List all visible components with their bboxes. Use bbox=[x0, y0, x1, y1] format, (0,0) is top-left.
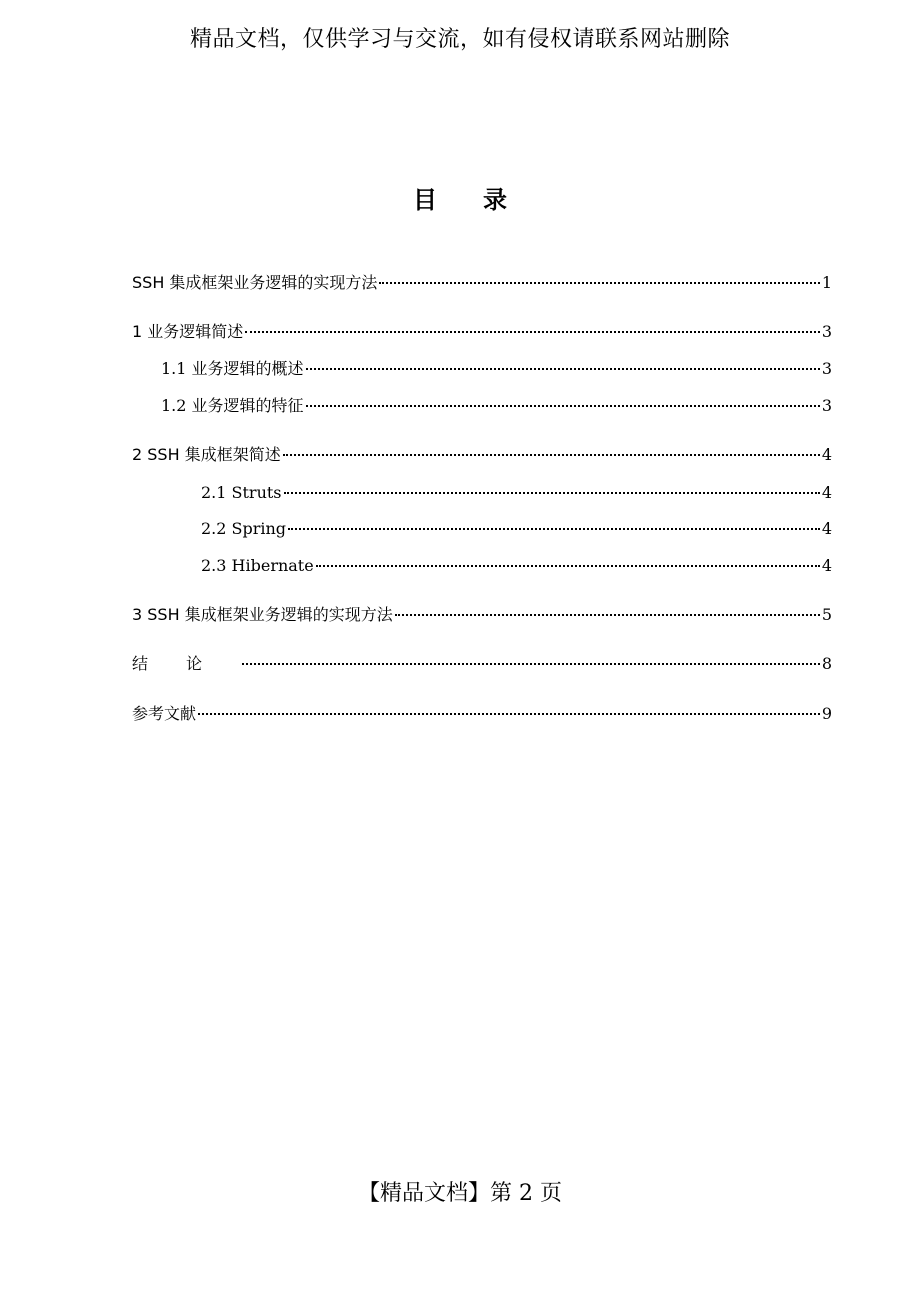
toc-entry-page: 4 bbox=[821, 519, 832, 538]
toc-entry-label: 1.2 业务逻辑的特征 bbox=[161, 396, 304, 415]
toc-entry-page: 5 bbox=[821, 605, 832, 624]
toc-entry-label: SSH 集成框架业务逻辑的实现方法 bbox=[132, 273, 378, 292]
dot-leader bbox=[306, 354, 820, 374]
toc-entry-section-1-2[interactable] bbox=[161, 391, 832, 416]
toc-entry-label: 3 SSH 集成框架业务逻辑的实现方法 bbox=[132, 605, 393, 624]
toc-entry-label: 2 SSH 集成框架简述 bbox=[132, 445, 281, 464]
toc-entry-ssh-implementation[interactable] bbox=[132, 268, 832, 293]
toc-entry-label: 2.3 Hibernate bbox=[201, 556, 314, 575]
toc-entry-page: 3 bbox=[821, 359, 832, 378]
toc-entry-page: 9 bbox=[821, 704, 832, 723]
dot-leader bbox=[288, 514, 820, 534]
toc-entry-page: 1 bbox=[821, 273, 832, 292]
toc-entry-label: 1.1 业务逻辑的概述 bbox=[161, 359, 304, 378]
toc-entry-label: 2.1 Struts bbox=[201, 483, 282, 502]
toc-entry-chapter-1[interactable] bbox=[132, 317, 832, 342]
dot-leader bbox=[395, 600, 820, 620]
toc-entry-chapter-3[interactable] bbox=[132, 600, 832, 625]
toc-entry-section-2-1[interactable] bbox=[201, 478, 832, 503]
toc-title: 目录 bbox=[413, 185, 553, 214]
dot-leader bbox=[242, 649, 820, 669]
toc-entry-label: 2.2 Spring bbox=[201, 519, 287, 538]
toc-entry-page: 8 bbox=[821, 654, 832, 673]
dot-leader bbox=[283, 440, 820, 460]
toc-entry-label: 参考文献 bbox=[132, 704, 197, 723]
dot-leader bbox=[198, 699, 820, 719]
toc-entry-chapter-2[interactable] bbox=[132, 440, 832, 465]
toc-entry-label: 1 业务逻辑简述 bbox=[132, 322, 244, 341]
header-notice: 精品文档，仅供学习与交流，如有侵权请联系网站删除 bbox=[189, 27, 730, 52]
toc-entry-references[interactable] bbox=[132, 699, 832, 724]
toc-entry-page: 4 bbox=[821, 445, 832, 464]
page-footer: 【精品文档】第 2 页 bbox=[358, 1181, 562, 1206]
toc-entry-section-2-2[interactable] bbox=[201, 514, 832, 539]
toc-entry-conclusion[interactable] bbox=[132, 649, 832, 674]
dot-leader bbox=[306, 391, 820, 411]
dot-leader bbox=[379, 268, 819, 288]
toc-entry-page: 3 bbox=[821, 322, 832, 341]
toc-entry-page: 3 bbox=[821, 396, 832, 415]
toc-entry-page: 4 bbox=[821, 483, 832, 502]
toc-entry-section-2-3[interactable] bbox=[201, 551, 832, 576]
toc-entry-section-1-1[interactable] bbox=[161, 354, 832, 379]
dot-leader bbox=[316, 551, 820, 571]
toc-entry-label: 结论 bbox=[132, 654, 241, 673]
dot-leader bbox=[245, 317, 820, 337]
dot-leader bbox=[284, 478, 820, 498]
toc-entry-page: 4 bbox=[821, 556, 832, 575]
